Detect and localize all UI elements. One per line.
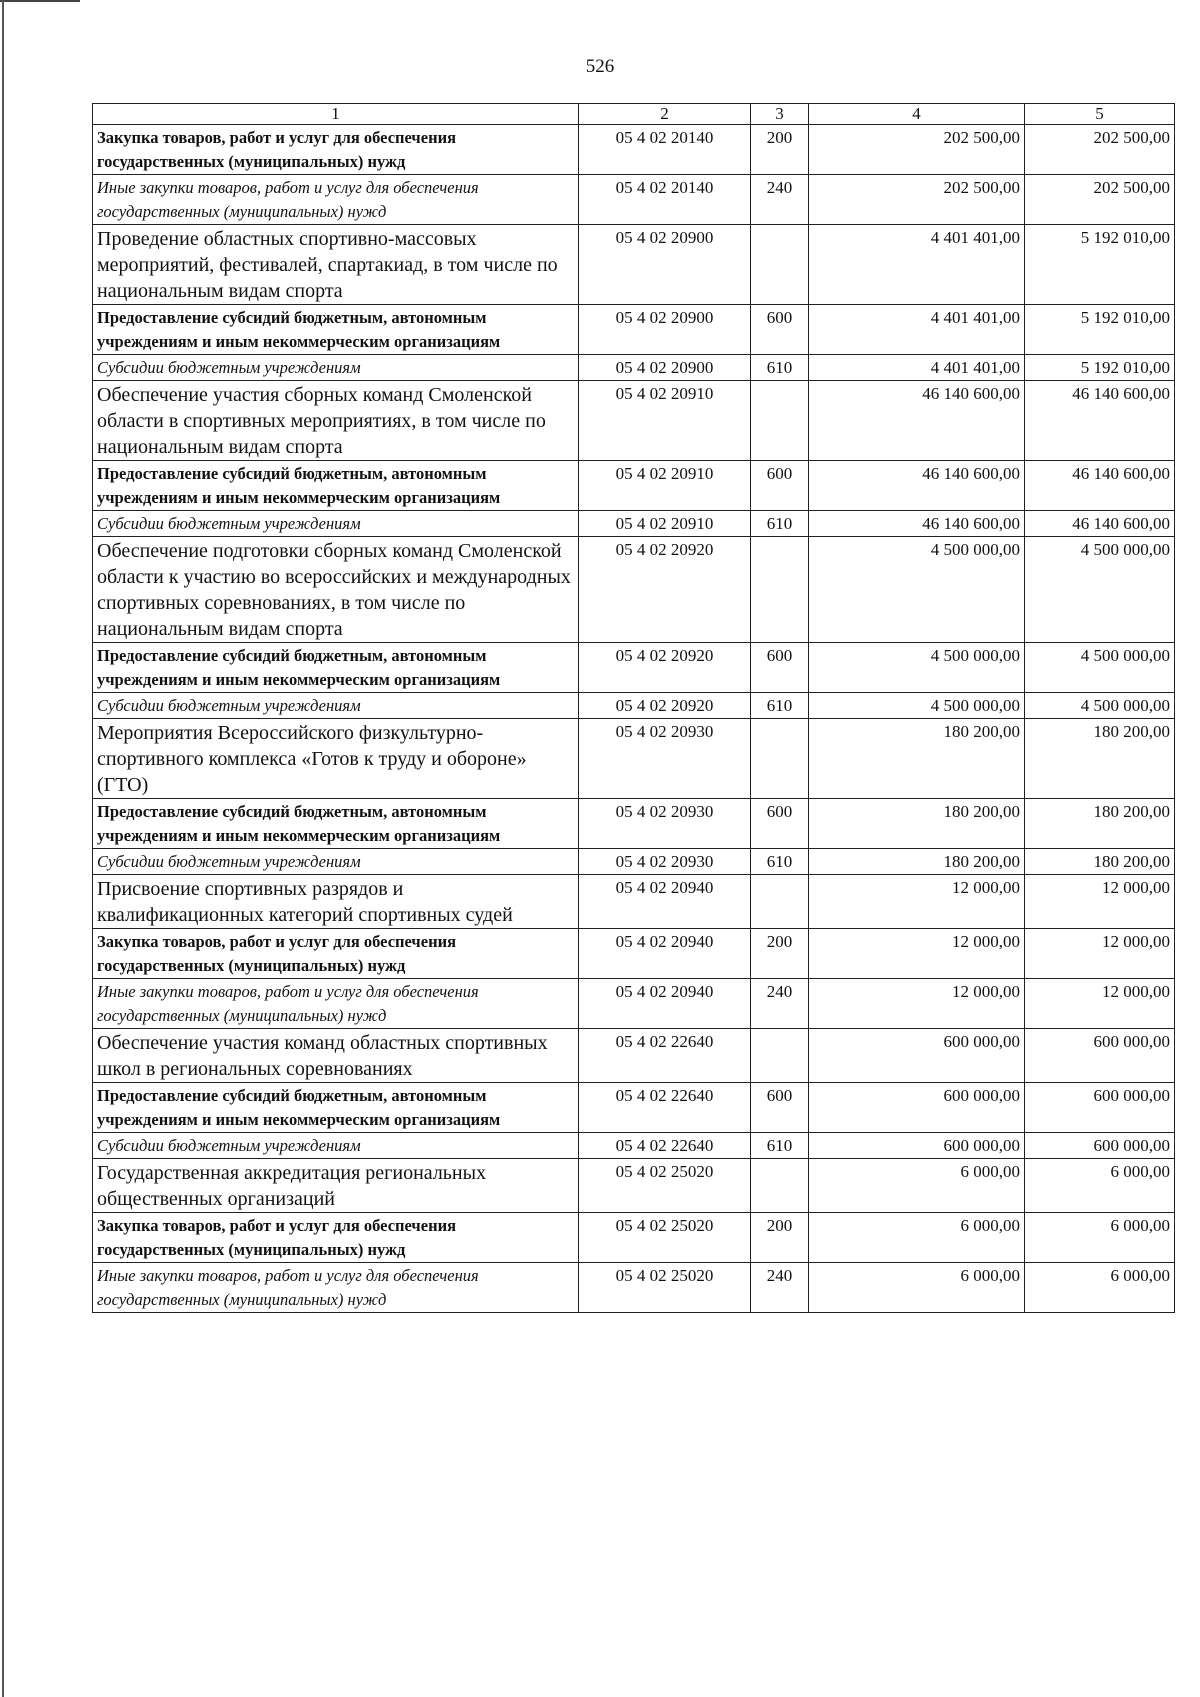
row-expense-type-cell: 240 — [751, 1263, 809, 1313]
row-code-cell: 05 4 02 20900 — [579, 305, 751, 355]
budget-table-body — [93, 104, 1175, 1313]
row-sum-year2-cell: 600 000,00 — [1025, 1083, 1175, 1133]
row-name-cell: Предоставление субсидий бюджетным, автономным учреждениям и иным некоммерческим организациям — [93, 461, 579, 511]
row-sum-year2-cell: 4 500 000,00 — [1025, 643, 1175, 693]
page-number: 526 — [585, 56, 615, 77]
row-expense-type-cell — [751, 537, 809, 643]
row-name-cell: Иные закупки товаров, работ и услуг для обеспечения государственных (муниципальных) нужд — [93, 1263, 579, 1313]
row-code-cell: 05 4 02 20920 — [579, 537, 751, 643]
header-col-2: 2 — [579, 104, 751, 125]
row-name-cell: Проведение областных спортивно-массовых мероприятий, фестивалей, спартакиад, в том числе по национальным видам спорта — [93, 225, 579, 305]
row-code-cell: 05 4 02 25020 — [579, 1263, 751, 1313]
table-row — [93, 381, 1175, 461]
row-name-cell: Государственная аккредитация региональных общественных организаций — [93, 1159, 579, 1213]
row-expense-type-cell: 200 — [751, 1213, 809, 1263]
header-col-1: 1 — [93, 104, 579, 125]
row-code-cell: 05 4 02 20900 — [579, 355, 751, 381]
row-sum-year1-cell: 6 000,00 — [809, 1159, 1025, 1213]
row-name-cell: Субсидии бюджетным учреждениям — [93, 693, 579, 719]
table-row — [93, 1213, 1175, 1263]
header-col-3: 3 — [751, 104, 809, 125]
row-sum-year1-cell: 4 500 000,00 — [809, 693, 1025, 719]
row-expense-type-cell — [751, 719, 809, 799]
row-sum-year1-cell: 46 140 600,00 — [809, 381, 1025, 461]
row-code-cell: 05 4 02 20920 — [579, 643, 751, 693]
table-row — [93, 719, 1175, 799]
row-expense-type-cell: 600 — [751, 461, 809, 511]
row-sum-year1-cell: 12 000,00 — [809, 875, 1025, 929]
row-code-cell: 05 4 02 22640 — [579, 1133, 751, 1159]
table-header-row — [93, 104, 1175, 125]
table-row — [93, 1029, 1175, 1083]
row-sum-year1-cell: 600 000,00 — [809, 1029, 1025, 1083]
row-sum-year1-cell: 4 500 000,00 — [809, 537, 1025, 643]
table-row — [93, 125, 1175, 175]
row-sum-year2-cell: 6 000,00 — [1025, 1263, 1175, 1313]
table-row — [93, 929, 1175, 979]
row-name-cell: Закупка товаров, работ и услуг для обеспечения государственных (муниципальных) нужд — [93, 1213, 579, 1263]
row-name-cell: Субсидии бюджетным учреждениям — [93, 355, 579, 381]
row-name-cell: Закупка товаров, работ и услуг для обеспечения государственных (муниципальных) нужд — [93, 125, 579, 175]
row-code-cell: 05 4 02 20940 — [579, 979, 751, 1029]
row-name-cell: Закупка товаров, работ и услуг для обеспечения государственных (муниципальных) нужд — [93, 929, 579, 979]
row-code-cell: 05 4 02 20910 — [579, 381, 751, 461]
row-sum-year2-cell: 5 192 010,00 — [1025, 225, 1175, 305]
header-col-5: 5 — [1025, 104, 1175, 125]
row-sum-year2-cell: 600 000,00 — [1025, 1029, 1175, 1083]
row-sum-year1-cell: 600 000,00 — [809, 1133, 1025, 1159]
table-row — [93, 1159, 1175, 1213]
row-name-cell: Иные закупки товаров, работ и услуг для обеспечения государственных (муниципальных) нужд — [93, 979, 579, 1029]
row-expense-type-cell: 610 — [751, 693, 809, 719]
row-sum-year1-cell: 180 200,00 — [809, 849, 1025, 875]
row-expense-type-cell — [751, 225, 809, 305]
row-sum-year2-cell: 5 192 010,00 — [1025, 355, 1175, 381]
row-sum-year2-cell: 5 192 010,00 — [1025, 305, 1175, 355]
row-sum-year1-cell: 180 200,00 — [809, 719, 1025, 799]
table-row — [93, 511, 1175, 537]
row-code-cell: 05 4 02 20940 — [579, 929, 751, 979]
row-code-cell: 05 4 02 20140 — [579, 175, 751, 225]
row-expense-type-cell: 600 — [751, 1083, 809, 1133]
row-sum-year2-cell: 46 140 600,00 — [1025, 381, 1175, 461]
table-row — [93, 537, 1175, 643]
table-row — [93, 305, 1175, 355]
table-row — [93, 875, 1175, 929]
table-row — [93, 1263, 1175, 1313]
row-code-cell: 05 4 02 25020 — [579, 1213, 751, 1263]
row-expense-type-cell: 200 — [751, 125, 809, 175]
row-sum-year2-cell: 180 200,00 — [1025, 799, 1175, 849]
row-sum-year1-cell: 46 140 600,00 — [809, 461, 1025, 511]
row-expense-type-cell — [751, 1159, 809, 1213]
row-expense-type-cell: 240 — [751, 979, 809, 1029]
row-code-cell: 05 4 02 20900 — [579, 225, 751, 305]
row-sum-year2-cell: 202 500,00 — [1025, 125, 1175, 175]
row-sum-year2-cell: 6 000,00 — [1025, 1159, 1175, 1213]
row-sum-year1-cell: 12 000,00 — [809, 929, 1025, 979]
row-code-cell: 05 4 02 20910 — [579, 511, 751, 537]
table-row — [93, 1083, 1175, 1133]
row-sum-year2-cell: 46 140 600,00 — [1025, 511, 1175, 537]
row-sum-year1-cell: 4 500 000,00 — [809, 643, 1025, 693]
row-expense-type-cell: 610 — [751, 511, 809, 537]
row-expense-type-cell: 240 — [751, 175, 809, 225]
row-sum-year1-cell: 600 000,00 — [809, 1083, 1025, 1133]
row-name-cell: Субсидии бюджетным учреждениям — [93, 511, 579, 537]
row-sum-year2-cell: 600 000,00 — [1025, 1133, 1175, 1159]
row-name-cell: Обеспечение участия сборных команд Смоленской области в спортивных мероприятиях, в том числе по национальным видам спорта — [93, 381, 579, 461]
row-expense-type-cell: 610 — [751, 355, 809, 381]
row-sum-year2-cell: 202 500,00 — [1025, 175, 1175, 225]
row-name-cell: Мероприятия Всероссийского физкультурно-спортивного комплекса «Готов к труду и обороне» (ГТО) — [93, 719, 579, 799]
row-sum-year2-cell: 4 500 000,00 — [1025, 693, 1175, 719]
table-row — [93, 799, 1175, 849]
row-sum-year2-cell: 180 200,00 — [1025, 719, 1175, 799]
table-row — [93, 979, 1175, 1029]
row-sum-year2-cell: 12 000,00 — [1025, 929, 1175, 979]
row-expense-type-cell: 600 — [751, 305, 809, 355]
row-code-cell: 05 4 02 22640 — [579, 1083, 751, 1133]
scan-edge-left — [2, 0, 4, 1697]
row-name-cell: Присвоение спортивных разрядов и квалификационных категорий спортивных судей — [93, 875, 579, 929]
row-sum-year2-cell: 6 000,00 — [1025, 1213, 1175, 1263]
table-row — [93, 643, 1175, 693]
row-code-cell: 05 4 02 20930 — [579, 799, 751, 849]
row-name-cell: Предоставление субсидий бюджетным, автономным учреждениям и иным некоммерческим организациям — [93, 799, 579, 849]
scan-edge-top — [0, 0, 80, 2]
row-sum-year1-cell: 202 500,00 — [809, 125, 1025, 175]
row-code-cell: 05 4 02 22640 — [579, 1029, 751, 1083]
row-sum-year1-cell: 4 401 401,00 — [809, 355, 1025, 381]
table-row — [93, 693, 1175, 719]
row-expense-type-cell: 600 — [751, 799, 809, 849]
row-code-cell: 05 4 02 25020 — [579, 1159, 751, 1213]
row-expense-type-cell: 200 — [751, 929, 809, 979]
row-expense-type-cell — [751, 1029, 809, 1083]
row-name-cell: Предоставление субсидий бюджетным, автономным учреждениям и иным некоммерческим организациям — [93, 643, 579, 693]
row-expense-type-cell: 610 — [751, 1133, 809, 1159]
row-name-cell: Субсидии бюджетным учреждениям — [93, 1133, 579, 1159]
row-code-cell: 05 4 02 20910 — [579, 461, 751, 511]
row-code-cell: 05 4 02 20140 — [579, 125, 751, 175]
row-sum-year1-cell: 180 200,00 — [809, 799, 1025, 849]
table-row — [93, 225, 1175, 305]
row-sum-year2-cell: 12 000,00 — [1025, 979, 1175, 1029]
row-code-cell: 05 4 02 20930 — [579, 719, 751, 799]
row-sum-year1-cell: 12 000,00 — [809, 979, 1025, 1029]
row-name-cell: Иные закупки товаров, работ и услуг для обеспечения государственных (муниципальных) нужд — [93, 175, 579, 225]
row-sum-year1-cell: 6 000,00 — [809, 1263, 1025, 1313]
row-sum-year2-cell: 12 000,00 — [1025, 875, 1175, 929]
row-sum-year1-cell: 4 401 401,00 — [809, 305, 1025, 355]
row-name-cell: Субсидии бюджетным учреждениям — [93, 849, 579, 875]
row-sum-year1-cell: 46 140 600,00 — [809, 511, 1025, 537]
row-sum-year2-cell: 180 200,00 — [1025, 849, 1175, 875]
row-name-cell: Обеспечение участия команд областных спортивных школ в региональных соревнованиях — [93, 1029, 579, 1083]
row-code-cell: 05 4 02 20940 — [579, 875, 751, 929]
row-expense-type-cell: 600 — [751, 643, 809, 693]
row-code-cell: 05 4 02 20920 — [579, 693, 751, 719]
row-name-cell: Предоставление субсидий бюджетным, автономным учреждениям и иным некоммерческим организациям — [93, 305, 579, 355]
row-sum-year2-cell: 4 500 000,00 — [1025, 537, 1175, 643]
row-expense-type-cell — [751, 381, 809, 461]
row-name-cell: Обеспечение подготовки сборных команд Смоленской области к участию во всероссийских и международных спортивных соревнованиях, в том числе по национальным видам спорта — [93, 537, 579, 643]
row-sum-year1-cell: 6 000,00 — [809, 1213, 1025, 1263]
row-code-cell: 05 4 02 20930 — [579, 849, 751, 875]
table-row — [93, 355, 1175, 381]
table-row — [93, 1133, 1175, 1159]
table-row — [93, 461, 1175, 511]
row-name-cell: Предоставление субсидий бюджетным, автономным учреждениям и иным некоммерческим организациям — [93, 1083, 579, 1133]
row-expense-type-cell: 610 — [751, 849, 809, 875]
row-sum-year1-cell: 202 500,00 — [809, 175, 1025, 225]
budget-table — [92, 103, 1175, 1313]
row-sum-year1-cell: 4 401 401,00 — [809, 225, 1025, 305]
row-sum-year2-cell: 46 140 600,00 — [1025, 461, 1175, 511]
header-col-4: 4 — [809, 104, 1025, 125]
table-row — [93, 849, 1175, 875]
table-row — [93, 175, 1175, 225]
row-expense-type-cell — [751, 875, 809, 929]
